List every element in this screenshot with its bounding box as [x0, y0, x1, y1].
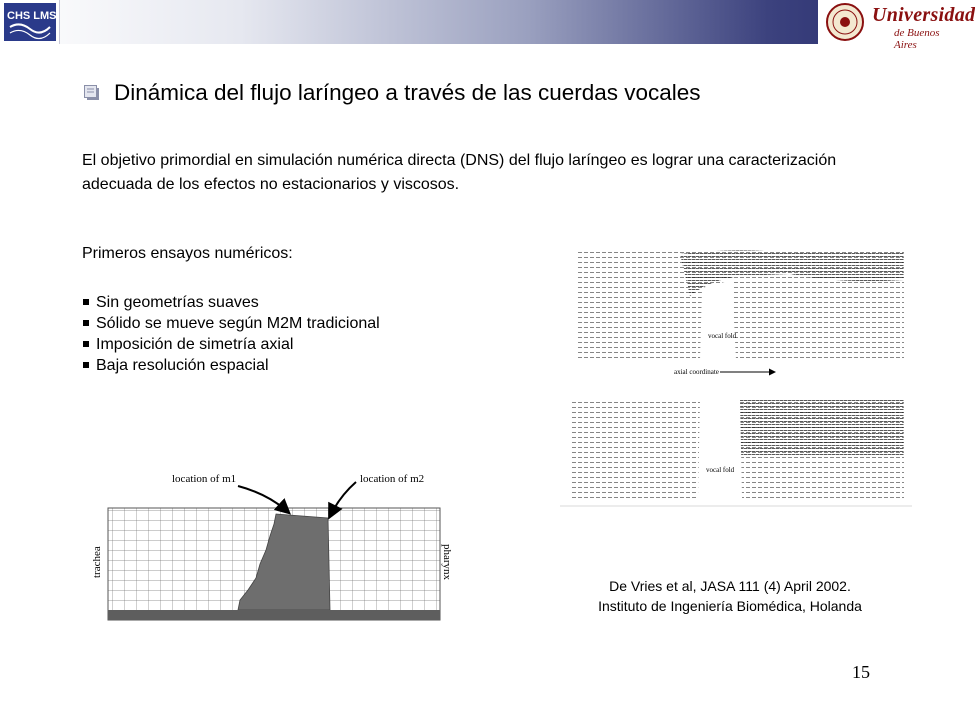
bullet-item — [82, 292, 380, 313]
label-vocal-fold-bottom: vocal fold — [706, 466, 735, 474]
bullet-text: Sólido se mueve según M2M tradicional — [96, 315, 380, 332]
square-bullet-icon — [83, 299, 89, 305]
uba-logo-name: Universidad — [872, 4, 975, 26]
bullet-list — [82, 292, 380, 376]
slide-title: Dinámica del flujo laríngeo a través de las cuerdas vocales — [114, 80, 701, 105]
bullet-item — [82, 313, 380, 334]
label-pharynx: pharynx — [441, 544, 453, 581]
vocal-fold-gap-bottom — [698, 398, 742, 498]
square-bullet-icon — [83, 341, 89, 347]
chs-lms-logo — [0, 0, 60, 44]
caption-line-1: De Vries et al, JASA 111 (4) April 2002. — [609, 578, 851, 594]
uba-logo — [818, 0, 975, 51]
label-axial: axial coordinate — [674, 368, 719, 376]
page-number: 15 — [852, 662, 870, 682]
label-m2: location of m2 — [360, 473, 425, 485]
square-bullet-icon — [83, 362, 89, 368]
label-trachea: trachea — [91, 546, 103, 578]
label-m1: location of m1 — [172, 473, 237, 485]
uba-logo-sub: de Buenos Aires — [894, 27, 940, 51]
vocal-fold-gap-top — [700, 280, 736, 360]
chs-lms-logo-mark — [4, 3, 56, 41]
figure-caption — [570, 576, 890, 616]
mesh-bottom-wall — [108, 610, 440, 620]
subheading: Primeros ensayos numéricos: — [82, 245, 293, 262]
bullet-text: Imposición de simetría axial — [96, 336, 294, 353]
label-vocal-fold-top: vocal fold — [708, 332, 737, 340]
bullet-item — [82, 355, 380, 376]
bullet-item — [82, 334, 380, 355]
intro-paragraph: El objetivo primordial en simulación numérica directa (DNS) del flujo laríngeo es lograr una caracterización adecuada de los efectos no estacionarios y viscosos. — [82, 152, 837, 193]
bullet-text: Sin geometrías suaves — [96, 294, 259, 311]
bullet-text: Baja resolución espacial — [96, 357, 269, 374]
title-bullet-icon — [84, 85, 100, 101]
header-banner — [0, 0, 960, 44]
logo-left-text: CHS LMS — [7, 10, 57, 22]
mesh-figure — [88, 460, 453, 630]
caption-line-2: Instituto de Ingeniería Biomédica, Holanda — [598, 598, 862, 614]
uba-seal-icon — [824, 2, 868, 42]
jet-region-bottom — [740, 398, 904, 456]
velocity-field-figure — [560, 240, 912, 510]
square-bullet-icon — [83, 320, 89, 326]
